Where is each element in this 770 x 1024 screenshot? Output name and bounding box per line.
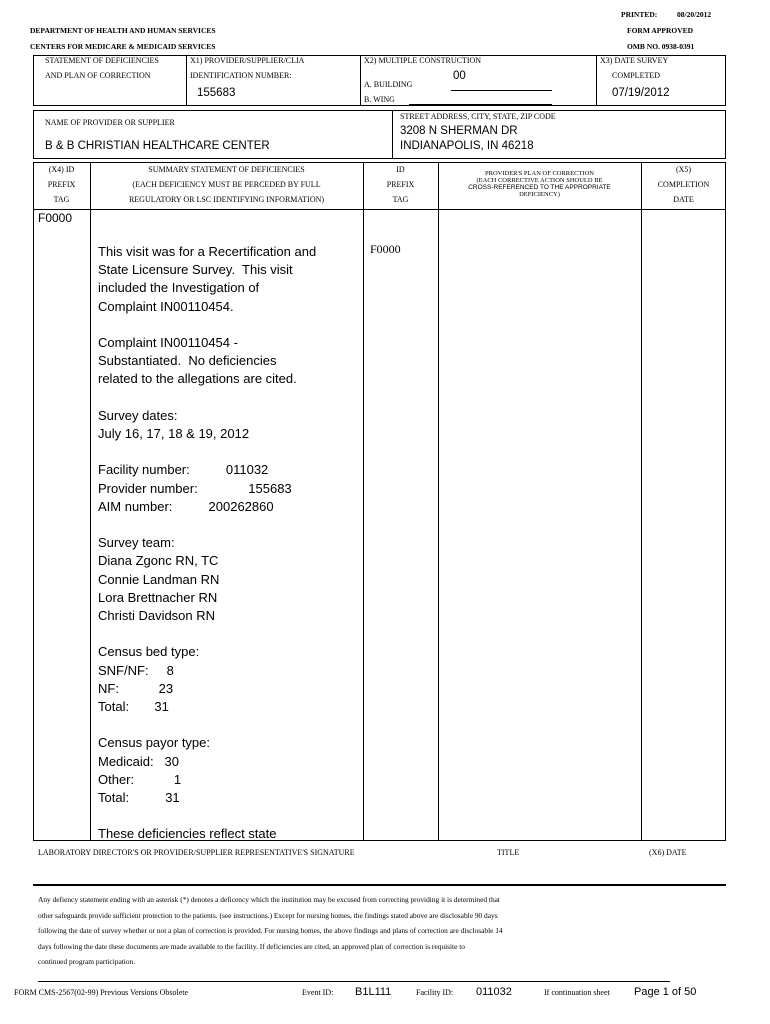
summary-paragraph-3: Survey dates: July 16, 17, 18 & 19, 2012 bbox=[98, 407, 250, 441]
summary-paragraph-8: These deficiencies reflect state bbox=[98, 826, 277, 842]
building-underline bbox=[451, 90, 552, 91]
summary-paragraph-2: Complaint IN00110454 - Substantiated. No deficiencies related to the allegations are cited. bbox=[98, 335, 297, 387]
signature-divider bbox=[33, 884, 726, 886]
date-survey-label-1: X3) DATE SURVEY bbox=[600, 56, 669, 65]
event-id-value: B1L111 bbox=[355, 986, 392, 998]
id-heading-1: ID bbox=[396, 165, 405, 174]
plan-heading-1: PROVIDER'S PLAN OF CORRECTION bbox=[485, 170, 594, 177]
disclaimer-footnote bbox=[38, 892, 503, 970]
footnote-line-5: continued program participation. bbox=[38, 957, 136, 966]
plan-heading-4: DEFICIENCY) bbox=[519, 191, 560, 198]
wing-underline bbox=[409, 104, 552, 105]
form-approved: FORM APPROVED bbox=[627, 26, 694, 35]
multiple-construction-box bbox=[360, 55, 597, 106]
multiple-construction-label: X2) MULTIPLE CONSTRUCTION bbox=[364, 56, 482, 65]
provider-name-label: NAME OF PROVIDER OR SUPPLIER bbox=[45, 118, 175, 127]
summary-heading-1: SUMMARY STATEMENT OF DEFICIENCIES bbox=[148, 165, 305, 174]
provider-id-label-2: IDENTIFICATION NUMBER: bbox=[190, 71, 292, 80]
summary-statement bbox=[98, 243, 360, 844]
statement-label-2: AND PLAN OF CORRECTION bbox=[45, 71, 151, 80]
col-divider-3 bbox=[438, 162, 439, 841]
omb-number: OMB NO. 0938-0391 bbox=[627, 42, 695, 51]
director-signature-label: LABORATORY DIRECTOR'S OR PROVIDER/SUPPLIER REPRESENTATIVE'S SIGNATURE bbox=[38, 848, 355, 857]
x5-heading-1: (X5) bbox=[675, 165, 692, 174]
provider-name-value: B & B CHRISTIAN HEALTHCARE CENTER bbox=[45, 140, 270, 152]
prefix-tag: F0000 bbox=[38, 211, 73, 225]
footnote-line-3: following the date of survey whether or not a plan of correction is provided. For nursing homes, the above findings and plans of correction are disclosable 14 bbox=[38, 926, 503, 935]
col-divider-4 bbox=[641, 162, 642, 841]
date-survey-box bbox=[596, 55, 726, 106]
statement-label-1: STATEMENT OF DEFICIENCIES bbox=[45, 56, 159, 65]
col-divider-2 bbox=[363, 162, 364, 841]
provider-id-box bbox=[186, 55, 361, 106]
wing-label: B. WING bbox=[364, 95, 395, 104]
x5-heading-2: COMPLETION bbox=[657, 180, 710, 189]
id-prefix-tag: F0000 bbox=[370, 242, 401, 256]
id-heading-2: PREFIX bbox=[386, 180, 415, 189]
x4-heading-3: TAG bbox=[53, 195, 70, 204]
x4-heading-2: PREFIX bbox=[47, 180, 76, 189]
provider-id-label-1: X1) PROVIDER/SUPPLIER/CLIA bbox=[190, 56, 305, 65]
plan-heading-3: CROSS-REFERENCED TO THE APPROPRIATE bbox=[468, 184, 611, 191]
summary-paragraph-1: This visit was for a Recertification and State Licensure Survey. This visit included the Investigation of Complaint IN00110454. bbox=[98, 244, 317, 314]
date-survey-value: 07/19/2012 bbox=[612, 87, 670, 99]
footnote-line-2: other safeguards provide sufficient protection to the patients. (see instructions.) Except for nursing homes, the findings stated above are disclosable 90 days bbox=[38, 910, 498, 920]
address-label: STREET ADDRESS, CITY, STATE, ZIP CODE bbox=[400, 112, 556, 121]
facility-id-label: Facility ID: bbox=[416, 988, 454, 997]
x4-heading-1: (X4) ID bbox=[48, 165, 75, 174]
summary-paragraph-4: Facility number: 011032 Provider number: 155683 AIM number: 200262860 bbox=[98, 462, 292, 514]
address-box bbox=[392, 110, 726, 159]
summary-paragraph-7: Census payor type: Medicaid: 30 Other: 1 Total: 31 bbox=[98, 735, 211, 805]
x5-heading-3: DATE bbox=[673, 195, 694, 204]
footnote-divider bbox=[38, 981, 670, 982]
title-label: TITLE bbox=[497, 848, 520, 857]
plan-heading-2: (EACH CORRECTIVE ACTION SHOULD BE bbox=[476, 177, 603, 184]
statement-box bbox=[33, 55, 187, 106]
x6-date-label: (X6) DATE bbox=[649, 848, 687, 857]
date-survey-label-2: COMPLETED bbox=[612, 71, 660, 80]
id-heading-3: TAG bbox=[392, 195, 409, 204]
building-label: A. BUILDING bbox=[364, 80, 413, 89]
address-line-2: INDIANAPOLIS, IN 46218 bbox=[400, 140, 534, 152]
centers-title: CENTERS FOR MEDICARE & MEDICAID SERVICES bbox=[30, 42, 216, 51]
address-line-1: 3208 N SHERMAN DR bbox=[400, 125, 518, 137]
event-id-label: Event ID: bbox=[302, 988, 334, 997]
table-header-divider bbox=[33, 209, 726, 210]
facility-id-value: 011032 bbox=[476, 986, 512, 998]
col-divider-1 bbox=[90, 162, 91, 841]
summary-paragraph-6: Census bed type: SNF/NF: 8 NF: 23 Total: 31 bbox=[98, 644, 200, 714]
summary-heading-3: REGULATORY OR LSC IDENTIFYING INFORMATION) bbox=[128, 195, 325, 204]
department-title: DEPARTMENT OF HEALTH AND HUMAN SERVICES bbox=[30, 26, 216, 35]
printed-label: PRINTED: bbox=[621, 10, 658, 19]
footnote-line-4: days following the date these documents are made available to the facility. If deficiencies are cited, an approved plan of correction is requisite to bbox=[38, 941, 465, 951]
continuation-label: If continuation sheet bbox=[544, 988, 610, 997]
page-number: Page 1 of 50 bbox=[634, 986, 697, 998]
form-number: FORM CMS-2567(02-99) Previous Versions Obsolete bbox=[14, 988, 189, 997]
building-value: 00 bbox=[453, 70, 466, 82]
summary-paragraph-5: Survey team: Diana Zgonc RN, TC Connie Landman RN Lora Brettnacher RN Christi Davidson RN bbox=[98, 535, 220, 623]
summary-heading-2: (EACH DEFICIENCY MUST BE PERCEDED BY FULL bbox=[132, 180, 321, 189]
provider-name-box bbox=[33, 110, 393, 159]
printed-date: 08/20/2012 bbox=[677, 10, 712, 19]
provider-id-value: 155683 bbox=[197, 87, 236, 99]
footnote-line-1: Any defiency statement ending with an asterisk (*) denotes a deficency which the institution may be excused from correcting providing it is determined that bbox=[38, 895, 500, 904]
